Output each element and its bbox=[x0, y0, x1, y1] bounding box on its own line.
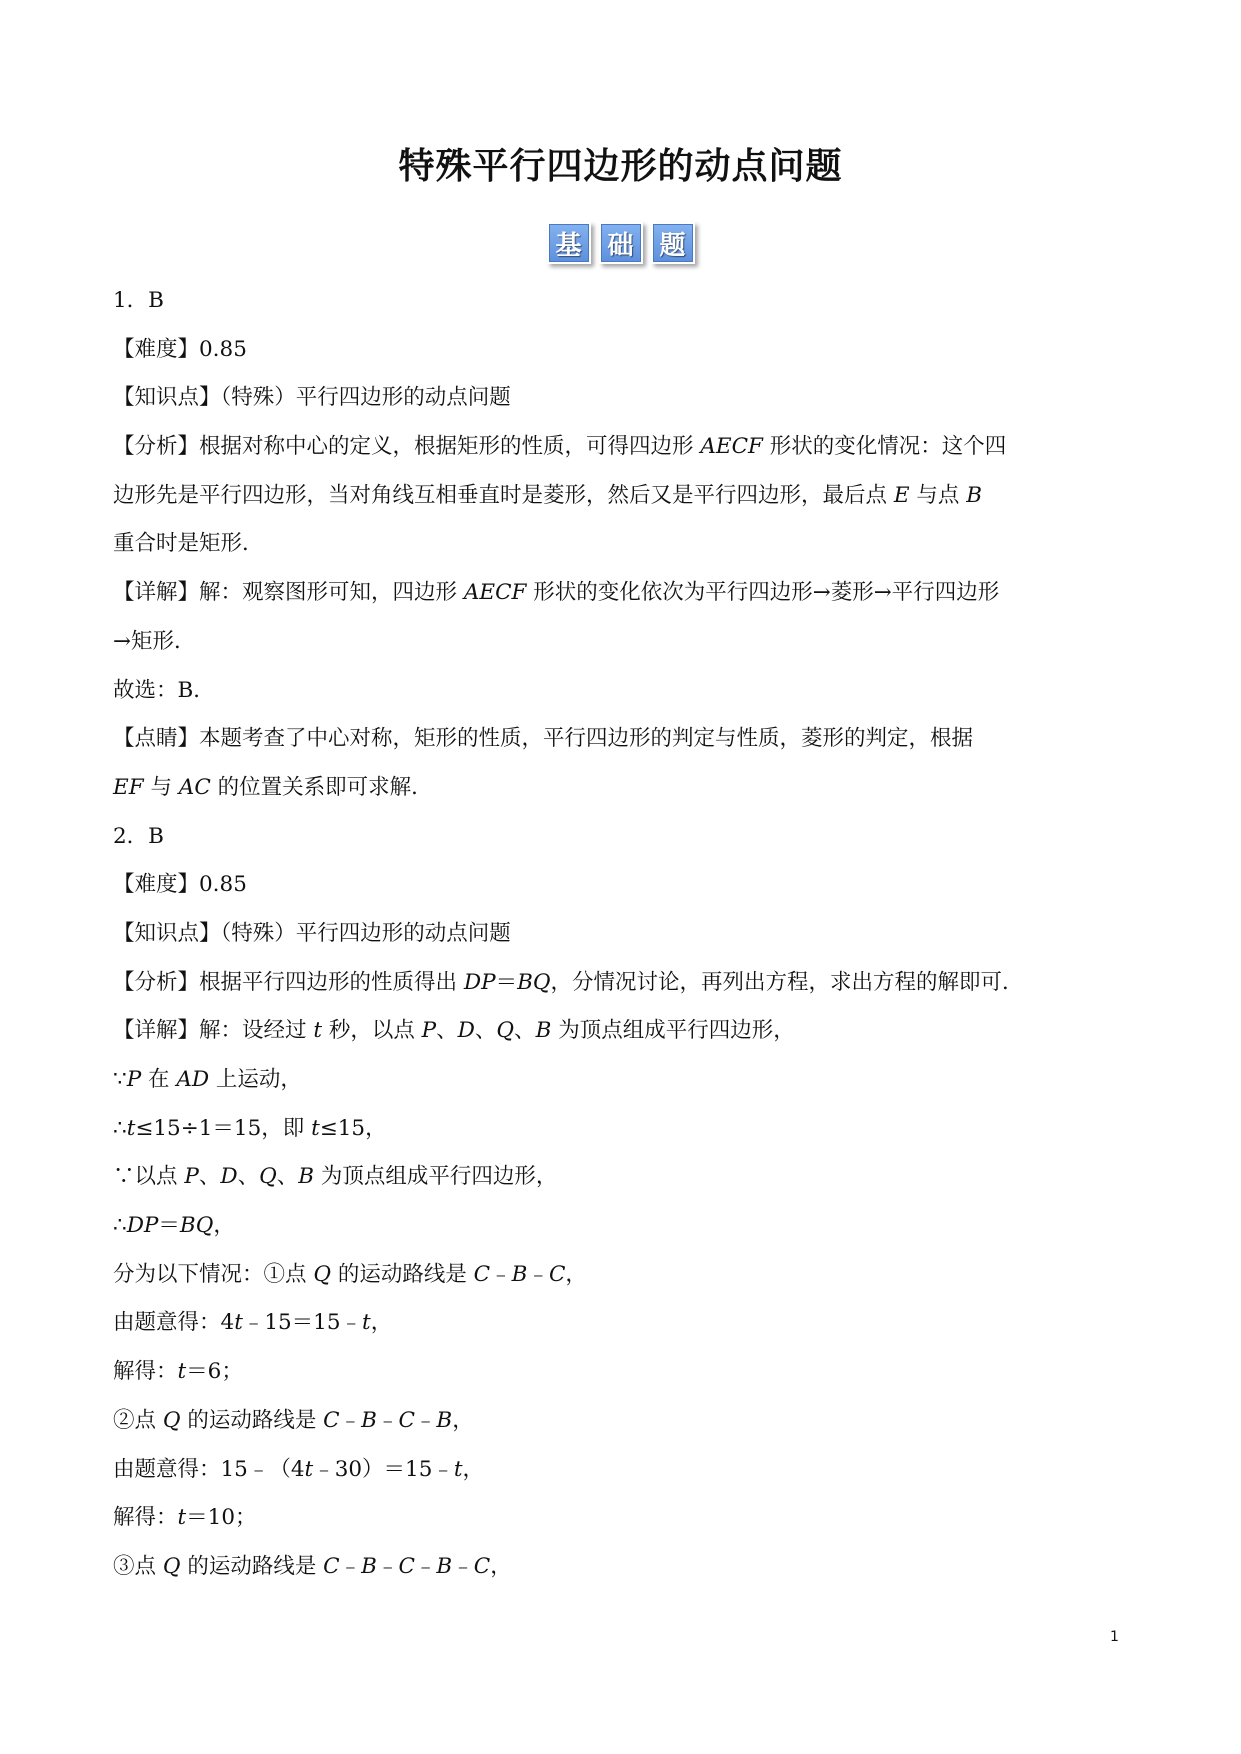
text-line: ∴t≤15÷1＝15，即 t≤15， bbox=[113, 1115, 387, 1141]
text-line: →矩形． bbox=[113, 628, 196, 654]
text-line: ∵P 在 AD 上运动， bbox=[113, 1067, 302, 1092]
badge-char: 题 bbox=[651, 222, 695, 264]
text-line: 【详解】解：设经过 t 秒，以点 P、D、Q、B 为顶点组成平行四边形， bbox=[113, 1018, 795, 1044]
text-line: 重合时是矩形． bbox=[113, 531, 264, 557]
page-title: 特殊平行四边形的动点问题 bbox=[398, 146, 843, 187]
badge-char: 基 bbox=[547, 222, 591, 264]
badge-char: 础 bbox=[599, 222, 643, 264]
text-line: 【分析】根据平行四边形的性质得出 DP＝BQ，分情况讨论，再列出方程，求出方程的解即可． bbox=[113, 969, 1024, 995]
text-line: ③点 Q 的运动路线是 C﹣B﹣C﹣B﹣C， bbox=[113, 1553, 512, 1579]
text-line: 【知识点】（特殊）平行四边形的动点问题 bbox=[113, 385, 511, 411]
page-number: 1 bbox=[1110, 1629, 1119, 1645]
text-line: 【分析】根据对称中心的定义，根据矩形的性质，可得四边形 AECF 形状的变化情况：这个四 bbox=[113, 434, 1007, 460]
text-line: ∵以点 P、D、Q、B 为顶点组成平行四边形， bbox=[113, 1164, 558, 1190]
text-line: 解得：t＝10； bbox=[113, 1505, 257, 1531]
text-line: 由题意得：4t﹣15＝15﹣t， bbox=[113, 1310, 393, 1336]
section-badge bbox=[0, 222, 1241, 264]
text-line: 【难度】0.85 bbox=[113, 872, 247, 898]
text-line: EF 与 AC 的位置关系即可求解． bbox=[113, 774, 433, 800]
text-line: 分为以下情况：①点 Q 的运动路线是 C﹣B﹣C， bbox=[113, 1261, 587, 1287]
text-line: 解得：t＝6； bbox=[113, 1359, 243, 1385]
text-line: 2．B bbox=[113, 823, 164, 849]
text-line: 【点睛】本题考查了中心对称，矩形的性质，平行四边形的判定与性质，菱形的判定，根据 bbox=[113, 726, 974, 752]
text-line: 1．B bbox=[113, 288, 164, 313]
text-line: 【详解】解：观察图形可知，四边形 AECF 形状的变化依次为平行四边形→菱形→平行四边形 bbox=[113, 580, 1000, 606]
text-line: 故选：B． bbox=[113, 677, 215, 703]
text-line: 边形先是平行四边形，当对角线互相垂直时是菱形，然后又是平行四边形，最后点 E 与点 B bbox=[113, 482, 983, 508]
text-line: 【难度】0.85 bbox=[113, 336, 247, 362]
answer-content bbox=[113, 283, 1133, 1598]
text-line: 【知识点】（特殊）平行四边形的动点问题 bbox=[113, 920, 511, 946]
text-line: 由题意得：15﹣（4t﹣30）＝15﹣t， bbox=[113, 1456, 485, 1482]
text-line: ②点 Q 的运动路线是 C﹣B﹣C﹣B， bbox=[113, 1407, 474, 1433]
text-line: ∴DP＝BQ， bbox=[113, 1213, 235, 1239]
